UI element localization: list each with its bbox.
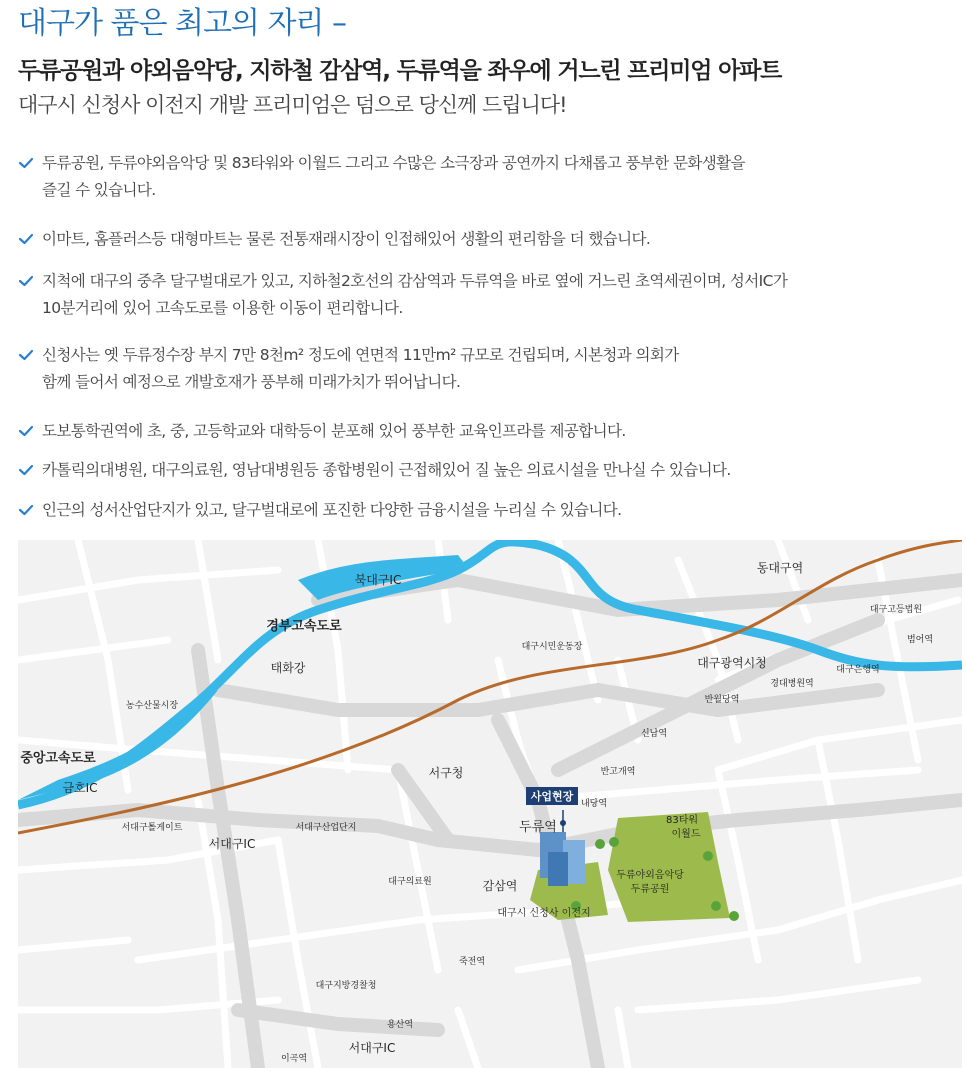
check-icon xyxy=(18,232,34,246)
label-sinnam: 신남역 xyxy=(640,729,668,739)
feature-text: 지척에 대구의 중추 달구벌대로가 있고, 지하철2호선의 감삼역과 두류역을 바로 옆에 거느린 초역세권이며, 성서IC가 xyxy=(42,272,788,290)
site-badge-label: 사업현장 xyxy=(530,790,574,803)
feature-text-cont: 즐길 수 있습니다. xyxy=(42,181,156,199)
page-title: 대구가 품은 최고의 자리 – xyxy=(18,6,346,41)
check-icon xyxy=(18,463,34,477)
hero-section xyxy=(18,6,958,120)
label-hospital-station: 경대병원역 xyxy=(770,679,814,689)
label-geumho-ic: 금호IC xyxy=(62,781,98,795)
check-icon xyxy=(18,503,34,517)
location-map[interactable] xyxy=(18,540,962,1068)
feature-text: 두류공원, 두류야외음악당 및 83타워와 이월드 그리고 수많은 소극장과 공연까지 다채롭고 풍부한 문화생활을 xyxy=(42,154,745,172)
label-duryu-park-2: 두류공원 xyxy=(630,884,670,895)
label-new-city-hall: 대구시 신청사 이전지 xyxy=(497,908,591,919)
label-seodaegu-gate: 서대구톨게이트 xyxy=(121,823,183,833)
feature-text-cont: 함께 들어서 예정으로 개발호재가 풍부해 미래가치가 뛰어납니다. xyxy=(42,373,461,391)
check-icon xyxy=(18,274,34,288)
label-duryu-station: 두류역 xyxy=(519,820,557,835)
label-gamsam: 감삼역 xyxy=(482,879,518,893)
label-seodaegu-ic: 서대구IC xyxy=(208,837,256,851)
label-dongdaegu-station: 동대구역 xyxy=(756,561,804,575)
label-duryu-park-1: 두류야외음악당 xyxy=(616,870,684,881)
label-seodaegu-industrial: 서대구산업단지 xyxy=(295,823,357,833)
feature-text: 인근의 성서산업단지가 있고, 달구벌대로에 포진한 다양한 금융시설을 누리실 수 있습니다. xyxy=(42,501,622,519)
map-canvas xyxy=(18,540,962,1068)
page-subtitle: 두류공원과 야외음악당, 지하철 감삼역, 두류역을 좌우에 거느린 프리미엄 아파트 xyxy=(18,58,782,84)
label-banwoldang: 반월당역 xyxy=(704,695,740,705)
label-gyeongbu-expressway: 경부고속도로 xyxy=(266,619,342,634)
label-high-court: 대구고등법원 xyxy=(869,605,923,615)
label-jukjeon: 죽전역 xyxy=(458,957,486,967)
label-police: 대구지방경찰청 xyxy=(315,981,377,991)
label-agri-market: 농수산물시장 xyxy=(125,701,179,711)
check-icon xyxy=(18,156,34,170)
feature-text: 도보통학권역에 초, 중, 고등학교와 대학등이 분포해 있어 풍부한 교육인프라를 제공합니다. xyxy=(42,422,626,440)
label-bukdae-ic: 북대구IC xyxy=(354,573,402,587)
feature-text: 신청사는 옛 두류정수장 부지 7만 8천m² 정도에 연면적 11만m² 규모로 건립되며, 시본청과 의회가 xyxy=(42,346,679,364)
label-taehwa-river: 태화강 xyxy=(270,661,306,675)
label-stadium: 대구시민운동장 xyxy=(521,642,583,652)
label-medical-center: 대구의료원 xyxy=(388,877,432,887)
label-jungang-expressway: 중앙고속도로 xyxy=(20,751,96,766)
label-daegu-bank: 대구은행역 xyxy=(836,665,880,675)
label-naedang: 내당역 xyxy=(580,799,608,809)
page-tagline: 대구시 신청사 이전지 개발 프리미엄은 덤으로 당신께 드립니다! xyxy=(18,93,567,117)
label-seodaegu-ic-south: 서대구IC xyxy=(348,1041,396,1055)
label-yongsan: 용산역 xyxy=(386,1020,414,1030)
label-eworld: 이월드 xyxy=(671,829,701,840)
check-icon xyxy=(18,424,34,438)
label-seogu-office: 서구청 xyxy=(428,766,464,780)
feature-text: 카톨릭의대병원, 대구의료원, 영남대병원등 종합병원이 근접해있어 질 높은 의료시설을 만나실 수 있습니다. xyxy=(42,461,731,479)
label-bangogae: 반고개역 xyxy=(600,767,636,777)
check-icon xyxy=(18,348,34,362)
feature-text: 이마트, 홈플러스등 대형마트는 물론 전통재래시장이 인접해있어 생활의 편리함을 더 했습니다. xyxy=(42,230,651,248)
label-igok: 이곡역 xyxy=(280,1054,308,1064)
label-beomeo: 범어역 xyxy=(906,635,934,645)
label-tower83: 83타워 xyxy=(665,815,699,826)
feature-text-cont: 10분거리에 있어 고속도로를 이용한 이동이 편리합니다. xyxy=(42,299,403,317)
label-city-hall: 대구광역시청 xyxy=(697,656,767,670)
